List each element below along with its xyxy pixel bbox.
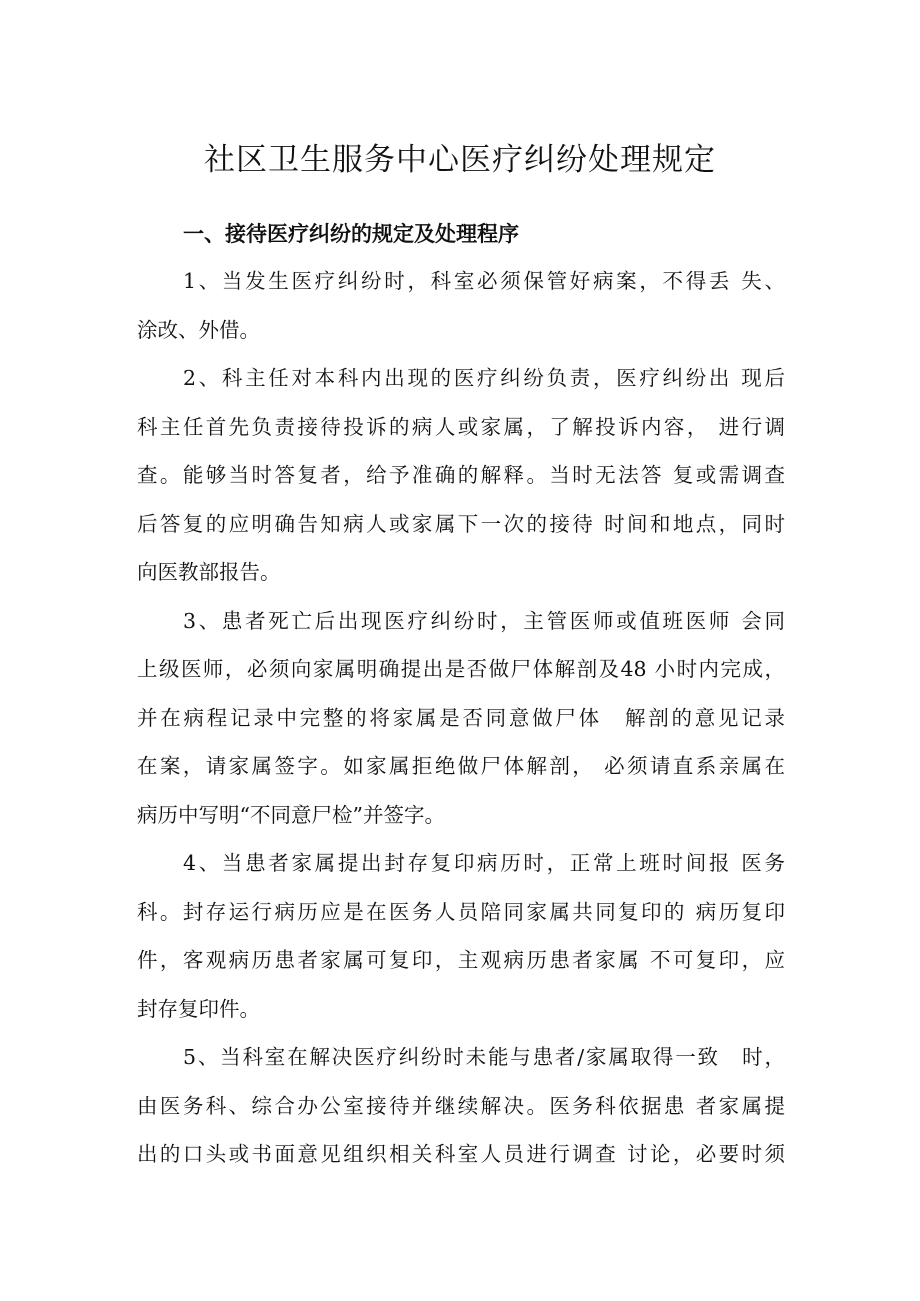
paragraph-line: 由医务科、综合办公室接待并继续解决。医务科依据患 者家属提 [137,1094,785,1118]
paragraph-line: 4、当患者家属提出封存复印病历时，正常上班时间报 医务 [183,851,785,875]
paragraph-line: 上级医师，必须向家属明确提出是否做尸体解剖及48 小时内完成， [137,657,785,681]
paragraph-line: 件，客观病历患者家属可复印，主观病历患者家属 不可复印，应 [137,948,785,972]
paragraph-line: 并在病程记录中完整的将家属是否同意做尸体 解剖的意见记录 [137,706,785,730]
paragraph-line: 5、当科室在解决医疗纠纷时未能与患者/家属取得一致 时， [183,1045,785,1069]
paragraph-line: 在案，请家属签字。如家属拒绝做尸体解剖， 必须请直系亲属在 [137,754,785,778]
paragraph-line: 病历中写明“不同意尸检”并签字。 [137,803,445,827]
paragraph-line: 1、当发生医疗纠纷时，科室必须保管好病案，不得丢 失、 [183,269,785,293]
paragraph-line: 向医教部报告。 [137,560,281,584]
paragraph-line: 封存复印件。 [137,997,260,1021]
paragraph-line: 2、科主任对本科内出现的医疗纠纷负责，医疗纠纷出 现后 [183,366,785,390]
paragraph-line: 查。能够当时答复者，给予准确的解释。当时无法答 复或需调查 [137,463,785,487]
paragraph-line: 科主任首先负责接待投诉的病人或家属，了解投诉内容， 进行调 [137,415,785,439]
paragraph-line: 涂改、外借。 [137,318,260,342]
paragraph-line: 3、患者死亡后出现医疗纠纷时，主管医师或值班医师 会同 [183,609,785,633]
paragraph-line: 科。封存运行病历应是在医务人员陪同家属共同复印的 病历复印 [137,900,785,924]
document-title: 社区卫生服务中心医疗纠纷处理规定 [204,142,716,178]
paragraph-line: 后答复的应明确告知病人或家属下一次的接待 时间和地点，同时 [137,512,785,536]
paragraph-line: 出的口头或书面意见组织相关科室人员进行调查 讨论，必要时须 [137,1142,785,1166]
section-heading: 一、接待医疗纠纷的规定及处理程序 [183,222,519,246]
